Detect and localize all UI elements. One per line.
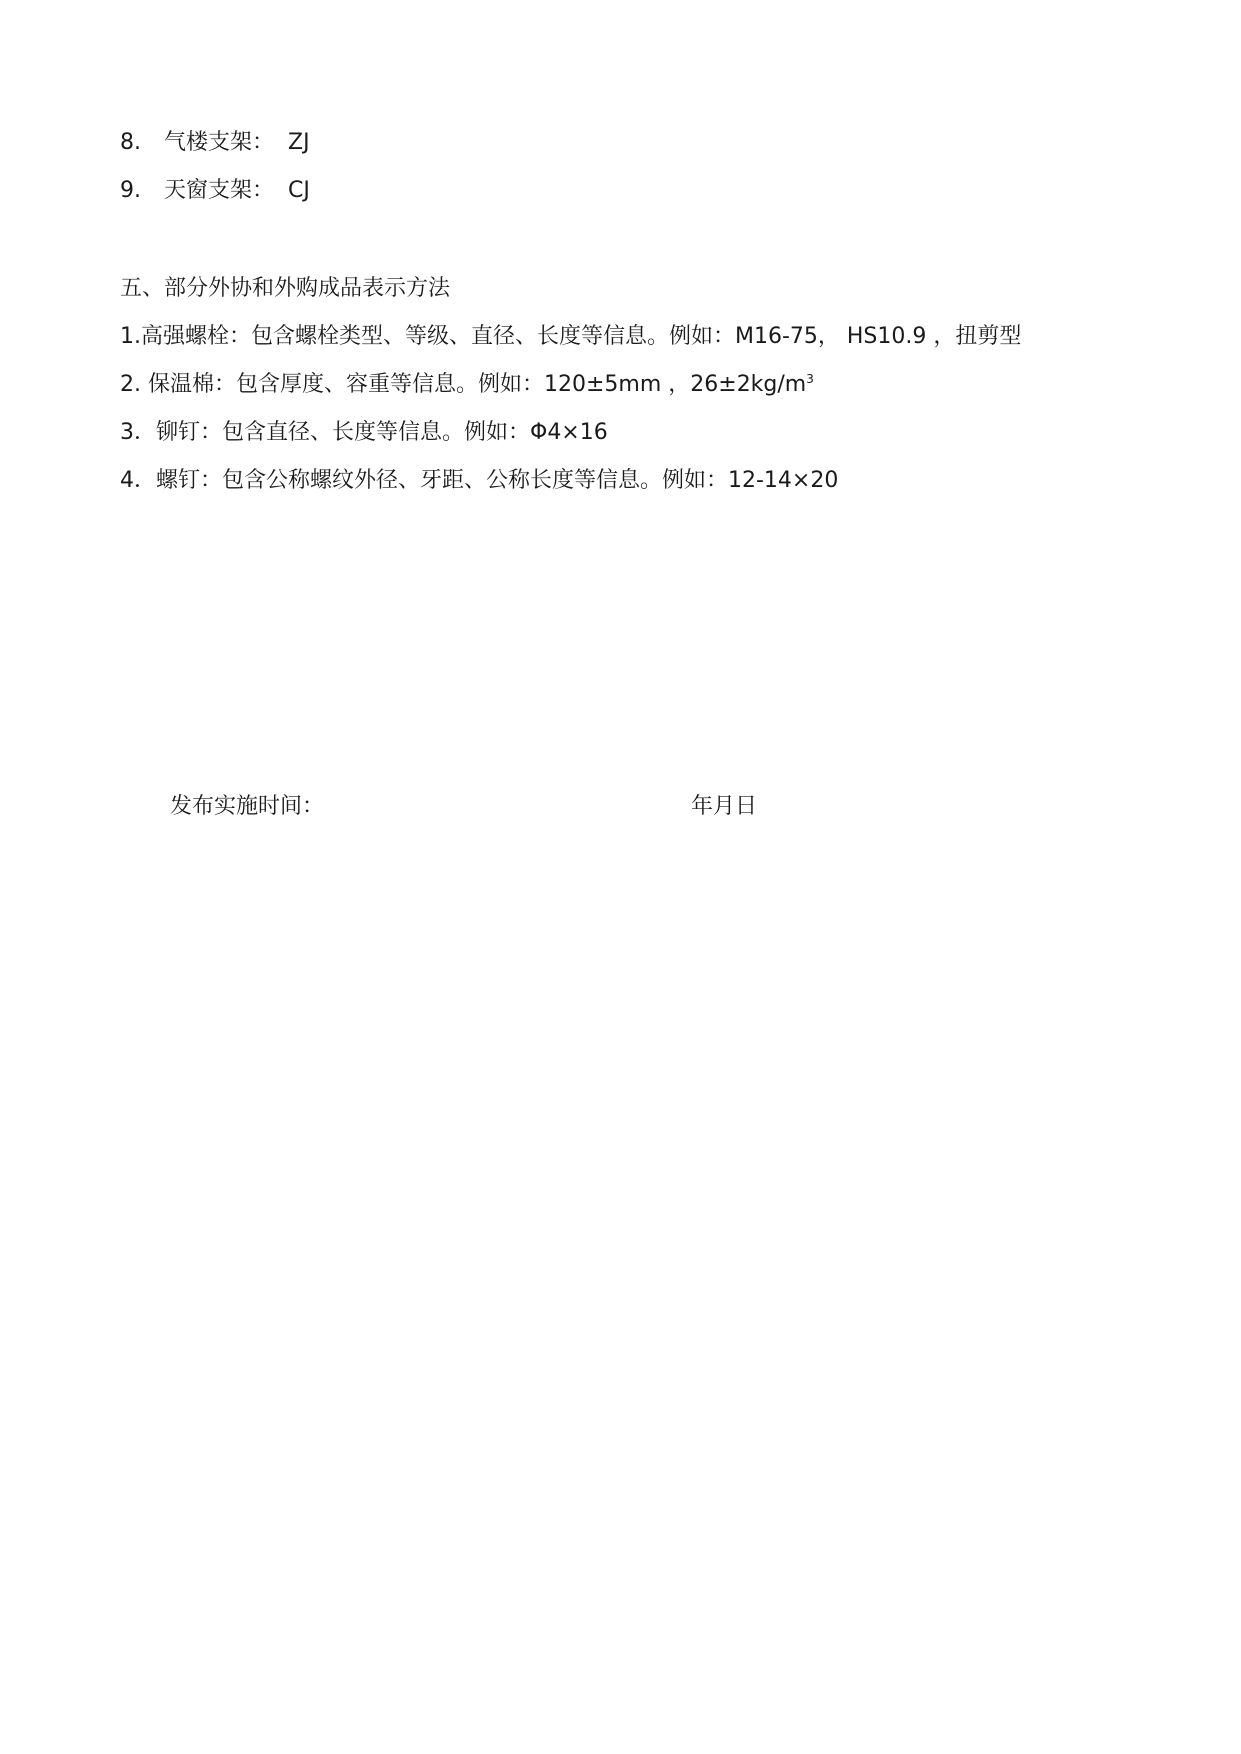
section-item-1: 1.高强螺栓：包含螺栓类型、等级、直径、长度等信息。例如：M16-75， HS10.9 ，扭剪型 [120, 324, 1022, 349]
release-time-label: 发布实施时间： [170, 794, 325, 819]
release-date-placeholder: 年月日 [691, 794, 758, 819]
section-item-2-text: 2. 保温棉：包含厚度、容重等信息。例如：120±5mm ，26±2kg/m [120, 372, 807, 397]
section-item-3: 3．铆钉：包含直径、长度等信息。例如：Φ4×16 [120, 420, 608, 445]
item-label: 气楼支架： [164, 130, 275, 155]
item-number: 9. [120, 178, 141, 203]
list-item-8 [120, 128, 310, 158]
section-heading: 五、部分外协和外购成品表示方法 [120, 276, 451, 301]
section-item-2 [120, 370, 814, 400]
list-item-9 [120, 176, 310, 206]
section-item-4: 4．螺钉：包含公称螺纹外径、牙距、公称长度等信息。例如：12-14×20 [120, 468, 839, 493]
item-label: 天窗支架： [164, 178, 275, 203]
item-number: 8. [120, 130, 141, 155]
superscript: 3 [806, 372, 814, 386]
item-code: ZJ [288, 130, 310, 155]
item-code: CJ [288, 178, 310, 203]
